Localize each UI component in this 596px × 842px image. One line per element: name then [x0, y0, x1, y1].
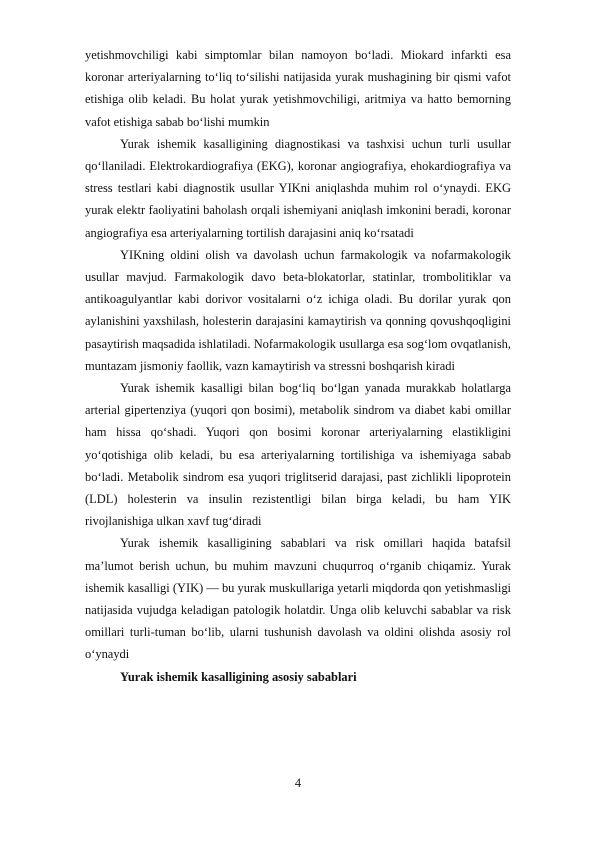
section-heading: Yurak ishemik kasalligining asosiy sabablari	[120, 669, 357, 684]
paragraph-prevention-treatment: YIKning oldini olish va davolash uchun farmakologik va nofarmakologik usullar mavjud. Farmakologik davo beta-blokatorlar, statinlar, trombolitiklar va antikoagulyantlar kabi dorivor vositalarni o‘z ichiga oladi. Bu dorilar yurak qon aylanishini yaxshilash, holesterin darajasini kamaytirish va qonning qovushqoqligini pasaytirish maqsadida ishlatiladi. Nofarmakologik usullarga esa sog‘lom ovqatlanish, muntazam jismoniy faollik, vazn kamaytirish va stressni boshqarish kiradi	[85, 247, 511, 373]
document-body	[85, 44, 511, 688]
page-number: 4	[294, 776, 302, 790]
paragraph-causes-intro: Yurak ishemik kasalligining sabablari va risk omillari haqida batafsil ma’lumot berish uchun, bu muhim mavzuni chuqurroq o‘rganib chiqamiz. Yurak ishemik kasalligi (YIK) — bu yurak muskullariga yetarli miqdorda qon yetishmasligi natijasida vujudga keladigan patologik holatdir. Unga olib keluvchi sabablar va risk omillari turli-tuman bo‘lib, ularni tushunish davolash va oldini olishda asosiy rol o‘ynaydi	[85, 536, 511, 662]
paragraph-continuation: yetishmovchiligi kabi simptomlar bilan namoyon bo‘ladi. Miokard infarkti esa koronar arteriyalarning to‘liq to‘silishi natijasida yurak mushagining bir qismi vafot etishiga olib keladi. Bu holat yurak yetishmovchiligi, aritmiya va hatto bemorning vafot etishiga sabab bo‘lishi mumkin	[85, 48, 511, 129]
paragraph-complications: Yurak ishemik kasalligi bilan bog‘liq bo‘lgan yanada murakkab holatlarga arterial gipertenziya (yuqori qon bosimi), metabolik sindrom va diabet kabi omillar ham hissa qo‘shadi. Yuqori qon bosimi koronar arteriyalarning elastikligini yo‘qotishiga olib keladi, bu esa arteriyalarning tortilishiga va ishemiyaga sabab bo‘ladi. Metabolik sindrom esa yuqori triglitserid darajasi, past zichlikli lipoprotein (LDL) holesterin va insulin rezistentligi bilan birga keladi, bu ham YIK rivojlanishiga ulkan xavf tug‘diradi	[85, 381, 511, 529]
paragraph-diagnostics: Yurak ishemik kasalligining diagnostikasi va tashxisi uchun turli usullar qo‘llaniladi. Elektrokardiografiya (EKG), koronar angiografiya, ehokardiografiya va stress testlari kabi diagnostik usullar YIKni aniqlashda muhim rol o‘ynaydi. EKG yurak elektr faoliyatini baholash orqali ishemiyani aniqlash imkonini beradi, koronar angiografiya esa arteriyalarning tortilish darajasini aniq ko‘rsatadi	[85, 136, 511, 240]
